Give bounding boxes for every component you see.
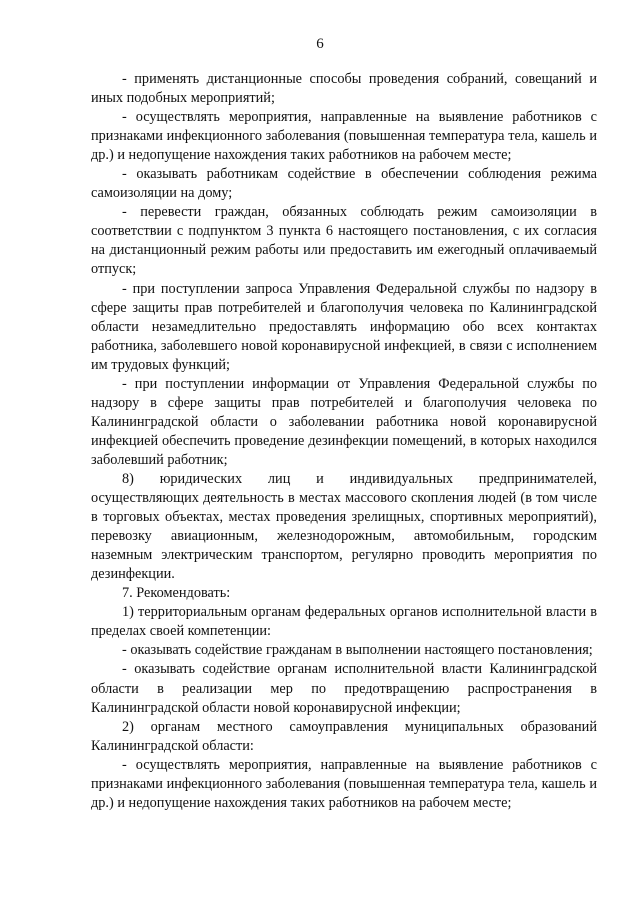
paragraph: - осуществлять мероприятия, направленные на выявление работников с признаками инфекционного заболевания (повышенная температура тела, кашель и др.) и недопущение нахождения таких работников на рабочем месте; [91, 756, 597, 811]
paragraph: 8) юридических лиц и индивидуальных предпринимателей, осуществляющих деятельность в местах массового скопления людей (в том числе в торговых объектах, местах проведения зрелищных, спортивных мероприятий), перевозку авиационным, железнодорожным, автомобильным, городским наземным электрическим транспортом, регулярно проводить мероприятия по дезинфекции. [91, 470, 597, 583]
paragraph: - оказывать содействие органам исполнительной власти Калининградской области в реализации мер по предотвращению распространения в Калининградской области новой коронавирусной инфекции; [91, 661, 597, 716]
page-number: 6 [316, 36, 324, 52]
paragraph: - осуществлять мероприятия, направленные на выявление работников с признаками инфекционного заболевания (повышенная температура тела, кашель и др.) и недопущение нахождения таких работников на рабочем месте; [91, 109, 597, 164]
paragraph: - перевести граждан, обязанных соблюдать режим самоизоляции в соответствии с подпунктом 3 пункта 6 настоящего постановления, с их согласия на дистанционный режим работы или предоставить им ежегодный оплачиваемый отпуск; [91, 204, 597, 278]
paragraph: - при поступлении информации от Управления Федеральной службы по надзору в сфере защиты прав потребителей и благополучия человека по Калининградской области о заболевании работника новой коронавирусной инфекцией обеспечить проведение дезинфекции помещений, в которых находился заболевший работник; [91, 375, 597, 468]
paragraph: - при поступлении запроса Управления Федеральной службы по надзору в сфере защиты прав потребителей и благополучия человека по Калининградской области незамедлительно предоставлять информацию обо всех контактах работника, заболевшего новой коронавирусной инфекцией, в связи с исполнением им трудовых функций; [91, 280, 597, 373]
section-heading: 7. Рекомендовать: [122, 585, 231, 602]
paragraph: - оказывать содействие гражданам в выполнении настоящего постановления; [122, 642, 593, 659]
document-body [91, 70, 597, 813]
paragraph: - оказывать работникам содействие в обеспечении соблюдения режима самоизоляции на дому; [91, 166, 597, 202]
paragraph: 2) органам местного самоуправления муниципальных образований Калининградской области: [91, 718, 597, 754]
paragraph: 1) территориальным органам федеральных органов исполнительной власти в пределах своей компетенции: [91, 604, 597, 640]
paragraph: - применять дистанционные способы проведения собраний, совещаний и иных подобных мероприятий; [91, 71, 597, 107]
